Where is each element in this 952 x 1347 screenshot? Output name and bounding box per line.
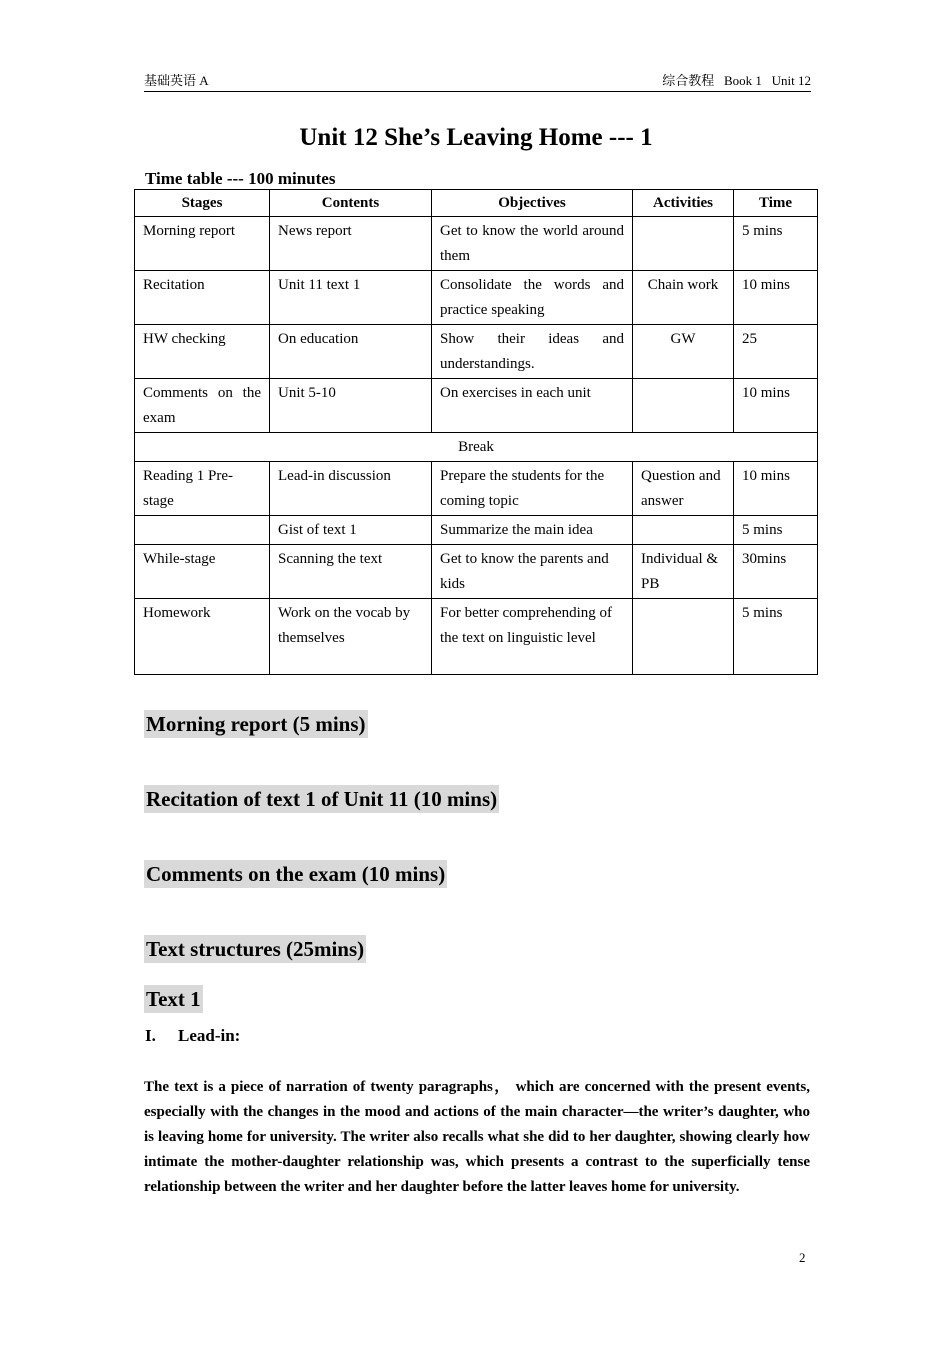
- table-cell: 5 mins: [734, 217, 818, 271]
- table-cell: Prepare the students for the coming topic: [432, 462, 633, 516]
- table-row: [135, 325, 818, 379]
- table-row: [135, 271, 818, 325]
- column-header: Contents: [270, 190, 432, 217]
- table-row: [135, 217, 818, 271]
- section-heading-morning: Morning report (5 mins): [146, 712, 366, 736]
- table-cell: Lead-in discussion: [270, 462, 432, 516]
- table-cell: 10 mins: [734, 271, 818, 325]
- table-cell: Reading 1 Pre-stage: [135, 462, 270, 516]
- table-cell: Get to know the parents and kids: [432, 545, 633, 599]
- table-cell: [633, 516, 734, 545]
- header-left: 基础英语 A: [144, 73, 209, 88]
- table-cell: HW checking: [135, 325, 270, 379]
- table-cell: News report: [270, 217, 432, 271]
- timetable-label: Time table --- 100 minutes: [145, 169, 336, 188]
- table-row: [135, 379, 818, 433]
- table-cell: On education: [270, 325, 432, 379]
- section-heading-structures: Text structures (25mins): [146, 937, 365, 961]
- table-cell: Scanning the text: [270, 545, 432, 599]
- table-cell: Comments on the exam: [135, 379, 270, 433]
- table-cell: Show their ideas and understandings.: [432, 325, 633, 379]
- table-cell: Get to know the world around them: [432, 217, 633, 271]
- table-cell: Consolidate the words and practice speaking: [432, 271, 633, 325]
- section-heading-recitation: Recitation of text 1 of Unit 11 (10 mins): [146, 787, 498, 811]
- table-header-row: [135, 190, 818, 217]
- table-row: [135, 516, 818, 545]
- table-cell: Individual & PB: [633, 545, 734, 599]
- table-cell: For better comprehending of the text on linguistic level: [432, 599, 633, 675]
- column-header: Stages: [135, 190, 270, 217]
- table-row: [135, 599, 818, 675]
- schedule-table: [134, 189, 818, 675]
- page-header: [144, 70, 811, 92]
- table-cell: 30mins: [734, 545, 818, 599]
- table-cell: Morning report: [135, 217, 270, 271]
- table-cell: 5 mins: [734, 516, 818, 545]
- table-cell: [633, 217, 734, 271]
- table-cell: Chain work: [633, 271, 734, 325]
- table-cell: Summarize the main idea: [432, 516, 633, 545]
- column-header: Objectives: [432, 190, 633, 217]
- table-cell: [135, 516, 270, 545]
- column-header: Time: [734, 190, 818, 217]
- table-cell: Gist of text 1: [270, 516, 432, 545]
- table-cell: While-stage: [135, 545, 270, 599]
- lead-in-heading: [145, 1026, 240, 1046]
- table-cell: [633, 599, 734, 675]
- lead-in-paragraph: The text is a piece of narration of twenty paragraphs， which are concerned with the present events, especially with the changes in the mood and actions of the main character—the writer’s daughter, who is leaving home for university. The writer also recalls what she did to her daughter, showing clearly how intimate the mother-daughter relationship was, which presents a contrast to the superficially tense relationship between the writer and her daughter before the latter leaves home for university.: [144, 1079, 810, 1195]
- table-row: [135, 545, 818, 599]
- lead-in-label: Lead-in:: [178, 1026, 241, 1045]
- table-cell: 5 mins: [734, 599, 818, 675]
- table-cell: 10 mins: [734, 462, 818, 516]
- table-cell: [633, 379, 734, 433]
- table-cell: Unit 5-10: [270, 379, 432, 433]
- table-cell: On exercises in each unit: [432, 379, 633, 433]
- page-number: 2: [799, 1250, 806, 1265]
- break-row: [135, 433, 818, 462]
- break-label: Break: [135, 433, 818, 462]
- column-header: Activities: [633, 190, 734, 217]
- table-cell: Work on the vocab by themselves: [270, 599, 432, 675]
- table-cell: Recitation: [135, 271, 270, 325]
- table-cell: 10 mins: [734, 379, 818, 433]
- lead-in-number: I.: [145, 1026, 156, 1045]
- page-title: Unit 12 She’s Leaving Home --- 1: [299, 124, 653, 151]
- table-cell: 25: [734, 325, 818, 379]
- section-heading-comments: Comments on the exam (10 mins): [146, 862, 446, 886]
- table-cell: Question and answer: [633, 462, 734, 516]
- table-cell: Unit 11 text 1: [270, 271, 432, 325]
- section-heading-text1: Text 1: [146, 987, 201, 1011]
- header-right: 综合教程 Book 1 Unit 12: [662, 73, 811, 88]
- table-cell: GW: [633, 325, 734, 379]
- table-row: [135, 462, 818, 516]
- table-cell: Homework: [135, 599, 270, 675]
